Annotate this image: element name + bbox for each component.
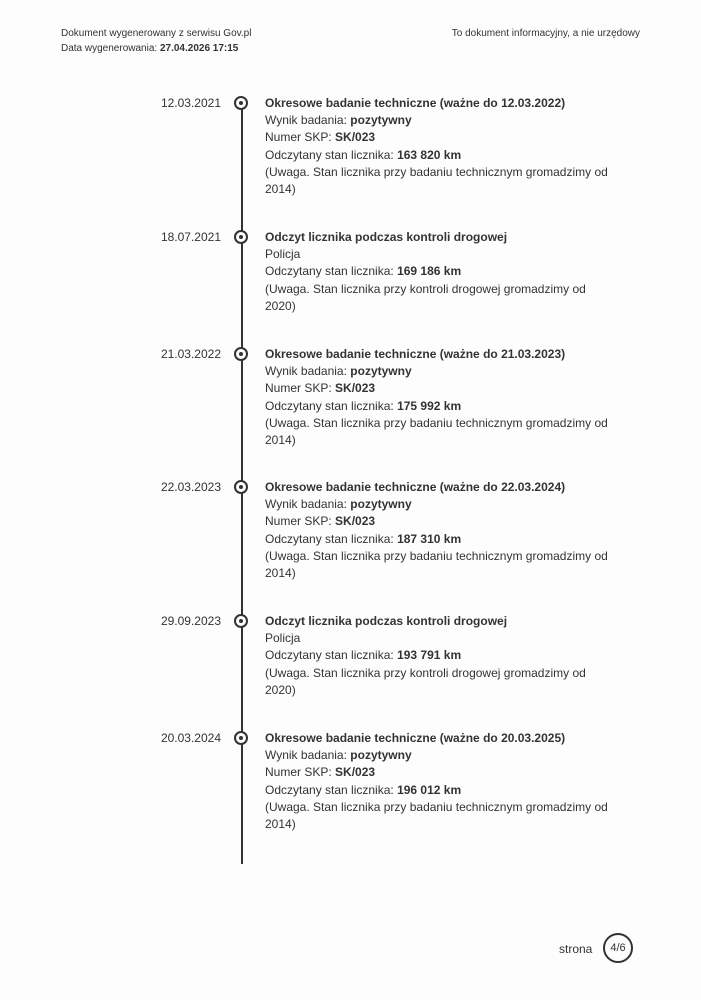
- odometer-line: [265, 147, 615, 164]
- entry-body: [265, 730, 615, 833]
- entry-date: 20.03.2024: [160, 731, 221, 745]
- entry-body: [265, 613, 615, 699]
- skp-line: [265, 380, 615, 397]
- result-value: pozytywny: [350, 113, 412, 128]
- timeline-dot-icon: [234, 614, 248, 628]
- entry-title: Okresowe badanie techniczne (ważne do 22.03.2024): [265, 480, 566, 494]
- skp-label: Numer SKP:: [265, 130, 332, 145]
- entry-title: Odczyt licznika podczas kontroli drogowej: [265, 230, 508, 244]
- generated-value: 27.04.2026 17:15: [159, 43, 239, 54]
- entry-date: 22.03.2023: [160, 480, 221, 494]
- result-value: pozytywny: [350, 364, 412, 379]
- odometer-label: Odczytany stan licznika:: [265, 398, 394, 413]
- entry-note: (Uwaga. Stan licznika przy kontroli drogowej gromadzimy od 2020): [265, 665, 586, 697]
- odometer-line: [265, 782, 615, 799]
- skp-label: Numer SKP:: [265, 765, 332, 780]
- entry-body: [265, 346, 615, 449]
- skp-line: [265, 129, 615, 146]
- result-line: [265, 496, 615, 513]
- timeline-dot-icon: [234, 230, 248, 244]
- result-label: Wynik badania:: [265, 113, 347, 128]
- entry-date: 21.03.2022: [160, 347, 221, 361]
- odometer-value: 196 012 km: [397, 782, 462, 797]
- result-value: pozytywny: [350, 497, 412, 512]
- timeline-dot-icon: [234, 480, 248, 494]
- timeline-dot-icon: [234, 347, 248, 361]
- entry-note: (Uwaga. Stan licznika przy kontroli drogowej gromadzimy od 2020): [265, 281, 586, 313]
- odometer-line: [265, 647, 615, 664]
- odometer-label: Odczytany stan licznika:: [265, 264, 394, 279]
- timeline-dot-icon: [234, 96, 248, 110]
- document-header-left: [61, 26, 251, 56]
- result-label: Wynik badania:: [265, 497, 347, 512]
- source-text: Dokument wygenerowany z serwisu Gov.pl: [61, 28, 252, 39]
- odometer-label: Odczytany stan licznika:: [265, 648, 394, 663]
- authority: Policja: [265, 247, 301, 262]
- odometer-line: [265, 263, 615, 280]
- page-label: strona: [559, 942, 593, 956]
- odometer-value: 163 820 km: [397, 147, 462, 162]
- skp-label: Numer SKP:: [265, 381, 332, 396]
- entry-note: (Uwaga. Stan licznika przy badaniu technicznym gromadzimy od 2014): [265, 164, 608, 197]
- odometer-value: 175 992 km: [397, 398, 462, 413]
- entry-title: Odczyt licznika podczas kontroli drogowej: [265, 614, 508, 628]
- result-line: [265, 112, 615, 129]
- odometer-label: Odczytany stan licznika:: [265, 782, 394, 797]
- entry-body: [265, 479, 615, 582]
- skp-value: SK/023: [335, 514, 376, 529]
- document-notice: To dokument informacyjny, a nie urzędowy: [451, 28, 640, 39]
- result-value: pozytywny: [350, 748, 412, 763]
- entry-date: 12.03.2021: [160, 96, 221, 110]
- odometer-value: 193 791 km: [397, 648, 462, 663]
- odometer-label: Odczytany stan licznika:: [265, 531, 394, 546]
- entry-title: Okresowe badanie techniczne (ważne do 12.03.2022): [265, 96, 566, 110]
- skp-value: SK/023: [335, 765, 376, 780]
- entry-title: Okresowe badanie techniczne (ważne do 21.03.2023): [265, 347, 566, 361]
- skp-line: [265, 764, 615, 781]
- generated-label: Data wygenerowania:: [61, 43, 158, 54]
- odometer-line: [265, 398, 615, 415]
- skp-label: Numer SKP:: [265, 514, 332, 529]
- entry-note: (Uwaga. Stan licznika przy badaniu technicznym gromadzimy od 2014): [265, 799, 608, 832]
- result-line: [265, 363, 615, 380]
- skp-value: SK/023: [335, 381, 376, 396]
- entry-body: [265, 95, 615, 198]
- result-label: Wynik badania:: [265, 364, 347, 379]
- timeline-dot-icon: [234, 731, 248, 745]
- skp-line: [265, 513, 615, 530]
- generated-date: [61, 41, 251, 56]
- skp-value: SK/023: [335, 130, 376, 145]
- entry-title: Okresowe badanie techniczne (ważne do 20.03.2025): [265, 731, 566, 745]
- entry-body: [265, 229, 615, 315]
- odometer-value: 169 186 km: [397, 264, 462, 279]
- entry-date: 29.09.2023: [160, 614, 221, 628]
- entry-note: (Uwaga. Stan licznika przy badaniu technicznym gromadzimy od 2014): [265, 548, 608, 581]
- entry-date: 18.07.2021: [160, 230, 221, 244]
- odometer-value: 187 310 km: [397, 531, 462, 546]
- odometer-line: [265, 531, 615, 548]
- authority: Policja: [265, 631, 301, 646]
- result-label: Wynik badania:: [265, 748, 347, 763]
- result-line: [265, 747, 615, 764]
- page-number-badge: 4/6: [603, 933, 633, 963]
- odometer-label: Odczytany stan licznika:: [265, 147, 394, 162]
- entry-note: (Uwaga. Stan licznika przy badaniu technicznym gromadzimy od 2014): [265, 415, 608, 448]
